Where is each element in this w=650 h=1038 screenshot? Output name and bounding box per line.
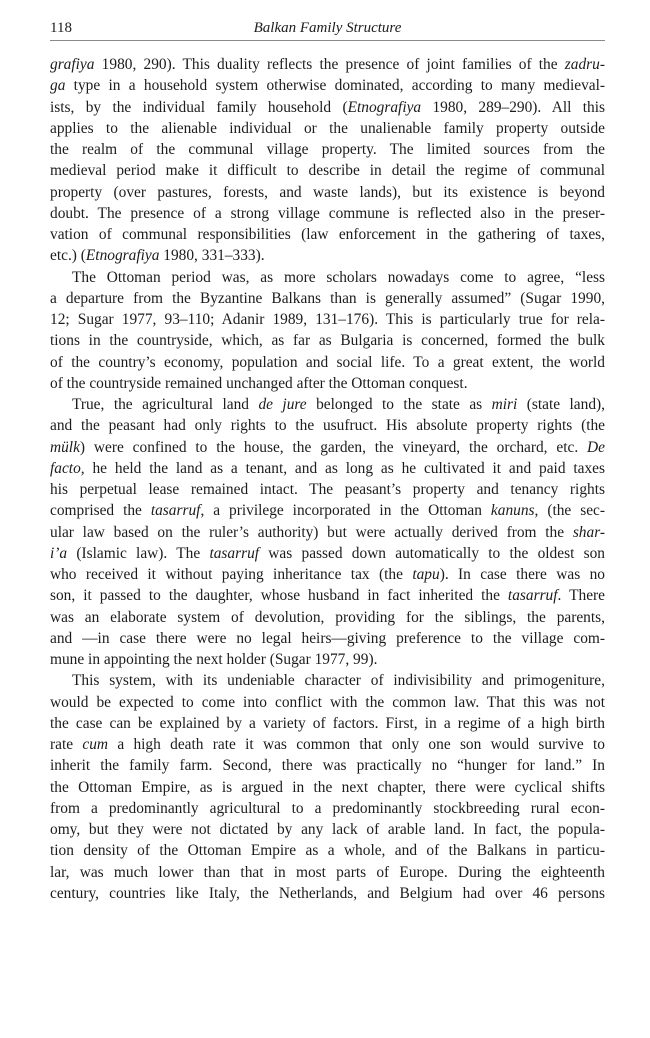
text-line bbox=[50, 883, 605, 904]
text-line bbox=[50, 182, 605, 203]
text-line bbox=[50, 139, 605, 160]
italic-text: Etnografiya bbox=[85, 247, 160, 265]
italic-text: zadru- bbox=[564, 56, 605, 73]
text-line bbox=[50, 394, 605, 415]
text-line bbox=[50, 522, 605, 543]
text-run: (state land), bbox=[517, 396, 605, 413]
text-run: , a privilege incorporated in the Ottoman bbox=[200, 502, 491, 520]
text-run: tions in the countryside, which, as far as Bulgaria is concerned, formed the bulk bbox=[50, 332, 605, 350]
text-line bbox=[50, 267, 605, 288]
page-number: 118 bbox=[50, 20, 72, 36]
running-head: Balkan Family Structure bbox=[253, 20, 402, 36]
text-run: was passed down automatically to the oldest son bbox=[259, 544, 605, 562]
text-line bbox=[50, 75, 605, 96]
text-run: . There bbox=[557, 587, 605, 605]
text-run: 12; Sugar 1977, 93–110; Adanir 1989, 131–176). This is particularly true for rela- bbox=[50, 311, 605, 328]
page-header bbox=[50, 18, 605, 41]
text-line bbox=[50, 415, 605, 436]
text-run: etc.) ( bbox=[50, 247, 86, 265]
text-line bbox=[50, 97, 605, 118]
text-run: medieval period make it difficult to describe in detail the regime of communal bbox=[50, 162, 605, 180]
text-run: The Ottoman period was, as more scholars nowadays come to agree, “less bbox=[72, 268, 605, 286]
text-run: who received it without paying inheritance tax (the bbox=[50, 566, 413, 583]
italic-text: De bbox=[587, 438, 605, 456]
text-run: ). In case there was no bbox=[439, 566, 605, 583]
text-line bbox=[50, 479, 605, 500]
text-run: and the peasant had only rights to the usufruct. His absolute property rights (the bbox=[50, 417, 605, 435]
text-line bbox=[50, 224, 605, 245]
text-run: would be expected to come into conflict with the common law. That this was not bbox=[50, 693, 605, 711]
text-run: 1980, 331–333). bbox=[159, 247, 265, 265]
text-line bbox=[50, 755, 605, 776]
text-line bbox=[50, 160, 605, 181]
text-line bbox=[50, 649, 605, 670]
text-run: type in a household system otherwise dominated, according to many medieval- bbox=[65, 77, 605, 95]
text-line bbox=[50, 734, 605, 755]
text-line bbox=[50, 585, 605, 606]
text-run: lar, was much lower than that in most parts of Europe. During the eighteenth bbox=[50, 863, 605, 881]
text-run: son, it passed to the daughter, whose husband in fact inherited the bbox=[50, 587, 508, 605]
text-line bbox=[50, 564, 605, 585]
text-line bbox=[50, 203, 605, 224]
text-run: vation of communal responsibilities (law enforcement in the gathering of taxes, bbox=[50, 226, 605, 243]
text-run: belonged to the state as bbox=[306, 396, 492, 413]
text-run: (Islamic law). The bbox=[67, 544, 210, 562]
body-text bbox=[50, 54, 605, 904]
text-run: the realm of the communal village property. The limited sources from the bbox=[50, 141, 605, 158]
text-line bbox=[50, 245, 605, 266]
text-run: doubt. The presence of a strong village commune is reflected also in the preser- bbox=[50, 204, 605, 222]
italic-text: cum bbox=[82, 736, 109, 753]
text-line bbox=[50, 437, 605, 458]
text-line bbox=[50, 352, 605, 373]
text-run: 1980, 289–290). All this bbox=[421, 98, 606, 116]
text-run: of the countryside remained unchanged after the Ottoman conquest. bbox=[50, 374, 468, 392]
text-line bbox=[50, 118, 605, 139]
text-run: omy, but they were not dictated by any lack of arable land. In fact, the popula- bbox=[50, 821, 605, 838]
text-line bbox=[50, 543, 605, 564]
text-run: a departure from the Byzantine Balkans than is generally assumed” (Sugar 1990, bbox=[50, 289, 605, 307]
italic-text: ga bbox=[50, 77, 66, 95]
text-run: rate bbox=[50, 736, 83, 753]
text-line bbox=[50, 330, 605, 351]
text-line bbox=[50, 713, 605, 734]
text-run: 1980, 290). This duality reflects the presence of joint families of the bbox=[94, 56, 565, 73]
text-run: inherit the family farm. Second, there was practically no “hunger for land.” In bbox=[50, 757, 605, 775]
italic-text: i’a bbox=[50, 544, 68, 562]
text-run: of the country’s economy, population and social life. To a great extent, the world bbox=[50, 353, 605, 371]
text-run: , (the sec- bbox=[534, 502, 605, 520]
text-line bbox=[50, 862, 605, 883]
text-run: the case can be explained by a variety of factors. First, in a regime of a high birth bbox=[50, 714, 605, 732]
text-run: his perpetual lease remained intact. The peasant’s property and tenancy rights bbox=[50, 481, 605, 498]
text-line bbox=[50, 54, 605, 75]
text-line bbox=[50, 458, 605, 479]
text-line bbox=[50, 798, 605, 819]
text-run: the Ottoman Empire, as is argued in the next chapter, there were cyclical shifts bbox=[50, 778, 605, 796]
italic-text: tasarruf bbox=[507, 587, 558, 605]
text-run: property (over pastures, forests, and waste lands), but its existence is beyond bbox=[50, 183, 605, 201]
text-line bbox=[50, 692, 605, 713]
text-run: tion density of the Ottoman Empire as a whole, and of the Balkans in particu- bbox=[50, 842, 605, 860]
italic-text: de jure bbox=[258, 396, 307, 413]
text-line bbox=[50, 309, 605, 330]
italic-text: grafiya bbox=[50, 56, 95, 73]
text-line bbox=[50, 819, 605, 840]
text-run: This system, with its undeniable character of indivisibility and primogeniture, bbox=[72, 672, 605, 690]
text-run: century, countries like Italy, the Netherlands, and Belgium had over 46 persons bbox=[50, 884, 605, 902]
text-run: was an elaborate system of devolution, providing for the siblings, the parents, bbox=[50, 608, 605, 626]
text-line bbox=[50, 607, 605, 628]
text-line bbox=[50, 288, 605, 309]
text-run: a high death rate it was common that only one son would survive to bbox=[108, 736, 605, 753]
text-run: comprised the bbox=[50, 502, 151, 520]
text-run: ists, by the individual family household ( bbox=[50, 98, 348, 116]
text-run: ) were confined to the house, the garden, the vineyard, the orchard, etc. bbox=[79, 438, 588, 456]
italic-text: tapu bbox=[412, 566, 440, 583]
text-line bbox=[50, 777, 605, 798]
text-run: ular law based on the ruler’s authority) but were actually derived from the bbox=[50, 523, 573, 541]
text-line bbox=[50, 840, 605, 861]
text-run: applies to the alienable individual or the unalienable family property outside bbox=[50, 119, 605, 137]
text-run: he held the land as a tenant, and as long as he cultivated it and paid taxes bbox=[84, 459, 605, 477]
text-line bbox=[50, 628, 605, 649]
italic-text: shar- bbox=[572, 523, 605, 541]
italic-text: facto, bbox=[50, 459, 85, 477]
text-run: from a predominantly agricultural to a predominantly stockbreeding rural econ- bbox=[50, 799, 605, 817]
italic-text: tasarruf bbox=[150, 502, 201, 520]
text-run: True, the agricultural land bbox=[72, 396, 259, 413]
italic-text: kanuns bbox=[490, 502, 535, 520]
text-run: and —in case there were no legal heirs—giving preference to the village com- bbox=[50, 629, 605, 647]
italic-text: miri bbox=[491, 396, 518, 413]
italic-text: Etnografiya bbox=[347, 98, 422, 116]
italic-text: mülk bbox=[50, 438, 80, 456]
text-run: mune in appointing the next holder (Sugar 1977, 99). bbox=[50, 651, 378, 668]
text-line bbox=[50, 373, 605, 394]
text-line bbox=[50, 500, 605, 521]
italic-text: tasarruf bbox=[209, 544, 260, 562]
text-line bbox=[50, 670, 605, 691]
